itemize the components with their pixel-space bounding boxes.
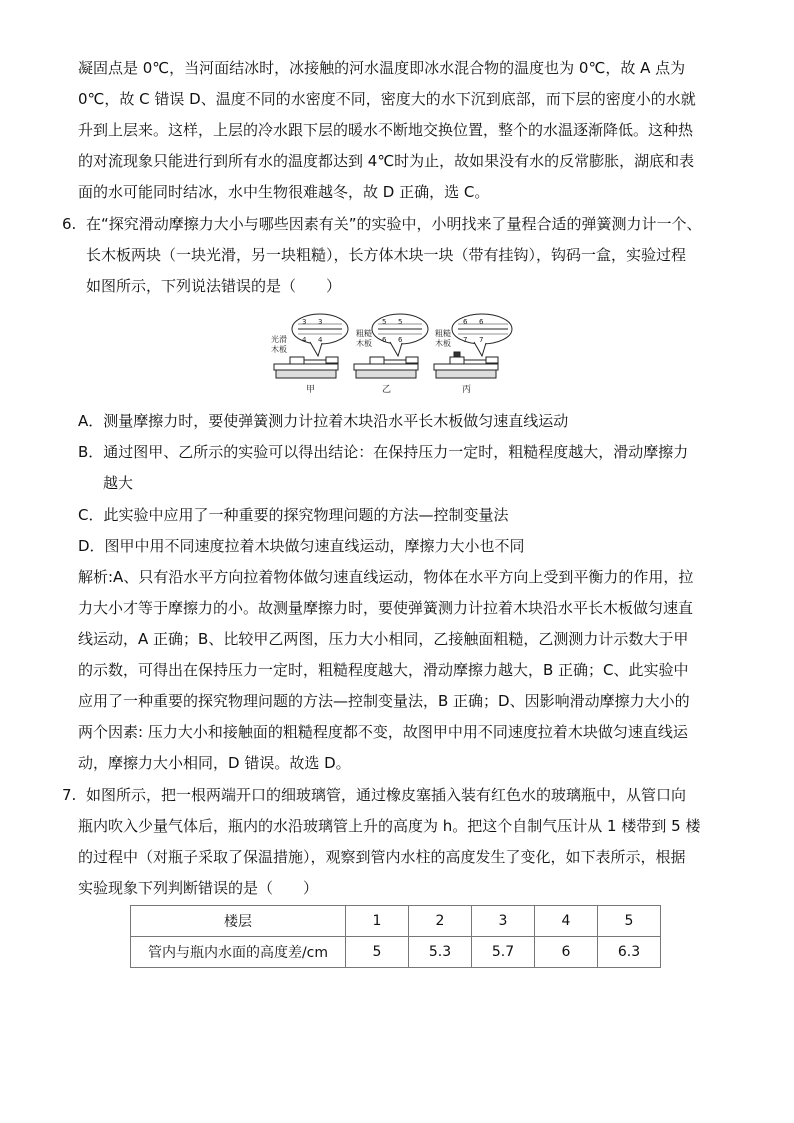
analysis-line: 两个因素: 压力大小和接触面的粗糙程度都不变，故图甲中用不同速度拉着木块做匀速直线运	[78, 723, 688, 741]
table-cell: 1	[346, 906, 409, 937]
scale-number: 4	[318, 336, 323, 344]
scale-number: 7	[463, 336, 468, 344]
question-number: 6.	[62, 215, 77, 233]
table-cell: 2	[409, 906, 472, 937]
experiment-setup-bing	[434, 352, 498, 378]
option-d: D．图甲中用不同速度拉着木块做匀速直线运动，摩擦力大小也不同	[78, 537, 525, 555]
board-label: 粗糙	[435, 329, 451, 338]
scale-number: 6	[463, 318, 468, 326]
option-b-continued: 越大	[103, 474, 134, 492]
question-text-line: 如图所示，把一根两端开口的细玻璃管，通过橡皮塞插入装有红色水的玻璃瓶中，从管口向	[86, 786, 687, 804]
table-cell: 5	[598, 906, 661, 937]
friction-experiment-figure	[270, 312, 524, 398]
analysis-line: 动，摩擦力大小相同，D 错误。故选 D。	[78, 754, 351, 772]
board-label: 粗糙	[356, 329, 372, 338]
analysis-line: 力大小才等于摩擦力的小。故测量摩擦力时，要使弹簧测力计拉着木块沿水平长木板做匀速直	[78, 599, 694, 617]
table-cell: 楼层	[131, 906, 346, 937]
intro-line: 凝固点是 0℃，当河面结冰时，冰接触的河水温度即冰水混合物的温度也为 0℃，故 A 点为	[78, 59, 686, 77]
option-a: A．测量摩擦力时，要使弹簧测力计拉着木块沿水平长木板做匀速直线运动	[78, 412, 569, 430]
analysis-paragraph	[78, 562, 728, 779]
scale-number: 6	[479, 318, 484, 326]
figure-label-bing: 丙	[462, 385, 472, 395]
scale-number: 6	[382, 336, 387, 344]
table-row	[131, 937, 661, 968]
question-7	[62, 780, 700, 904]
board-label: 木板	[271, 345, 287, 354]
scale-number: 7	[479, 336, 484, 344]
table-row	[131, 906, 661, 937]
question-text-line: 如图所示，下列说法错误的是（ ）	[86, 277, 342, 295]
table-cell: 4	[535, 906, 598, 937]
table-cell: 5	[346, 937, 409, 968]
experiment-setup-jia	[274, 357, 338, 378]
scale-number: 5	[398, 318, 403, 326]
scale-number: 3	[302, 318, 307, 326]
table-cell: 5.3	[409, 937, 472, 968]
table-cell: 5.7	[472, 937, 535, 968]
intro-line: 的对流现象只能进行到所有水的温度都达到 4℃时为止，故如果没有水的反常膨胀，湖底和表	[78, 152, 695, 170]
scale-number: 5	[382, 318, 387, 326]
intro-line: 升到上层来。这样，上层的冷水跟下层的暖水不断地交换位置，整个的水温逐渐降低。这种热	[78, 121, 694, 139]
question-text-line: 在“探究滑动摩擦力大小与哪些因素有关”的实验中，小明找来了量程合适的弹簧测力计一个、	[86, 215, 702, 233]
table-cell: 6.3	[598, 937, 661, 968]
board-label: 木板	[435, 339, 451, 348]
question-number: 7.	[62, 786, 77, 804]
figure-label-jia: 甲	[306, 385, 316, 395]
question-text-line: 实验现象下列判断错误的是（ ）	[78, 879, 319, 897]
analysis-line: 的示数，可得出在保持压力一定时，粗糙程度越大，滑动摩擦力越大，B 正确；C、此实验中	[78, 661, 689, 679]
scale-number: 4	[302, 336, 307, 344]
analysis-line: 线运动，A 正确；B、比较甲乙两图，压力大小相同，乙接触面粗糙，乙测测力计示数大于甲	[78, 630, 689, 648]
analysis-line: 应用了一种重要的探究物理问题的方法—控制变量法，B 正确；D、因影响滑动摩擦力大小的	[78, 692, 690, 710]
option-c: C．此实验中应用了一种重要的探究物理问题的方法—控制变量法	[78, 506, 509, 524]
table-cell: 3	[472, 906, 535, 937]
board-label: 木板	[356, 339, 372, 348]
question-text-line: 长木板两块（一块光滑，另一块粗糙），长方体木块一块（带有挂钩），钩码一盒，实验过程	[86, 246, 687, 264]
experiment-setup-yi	[354, 357, 418, 378]
figure-label-yi: 乙	[382, 385, 392, 395]
analysis-line: 解析:A、只有沿水平方向拉着物体做匀速直线运动，物体在水平方向上受到平衡力的作用，拉	[78, 568, 694, 586]
question-text-line: 的过程中（对瓶子采取了保温措施），观察到管内水柱的高度发生了变化，如下表所示，根据	[78, 848, 686, 866]
table-cell: 管内与瓶内水面的高度差/cm	[131, 937, 346, 968]
question-text-line: 瓶内吹入少量气体后，瓶内的水沿玻璃管上升的高度为 h。把这个自制气压计从 1 楼带到 5 楼	[78, 817, 701, 835]
intro-line: 面的水可能同时结冰，水中生物很难越冬，故 D 正确，选 C。	[78, 183, 490, 201]
intro-paragraph	[78, 53, 728, 208]
floor-height-table	[130, 905, 661, 968]
option-b: B．通过图甲、乙所示的实验可以得出结论：在保持压力一定时，粗糙程度越大，滑动摩擦力	[78, 443, 689, 461]
intro-line: 0℃，故 C 错误 D、温度不同的水密度不同，密度大的水下沉到底部，而下层的密度小的水就	[78, 90, 696, 108]
scale-number: 3	[318, 318, 323, 326]
question-6	[62, 209, 702, 302]
table-cell: 6	[535, 937, 598, 968]
board-label: 光滑	[271, 335, 287, 344]
scale-number: 6	[398, 336, 403, 344]
